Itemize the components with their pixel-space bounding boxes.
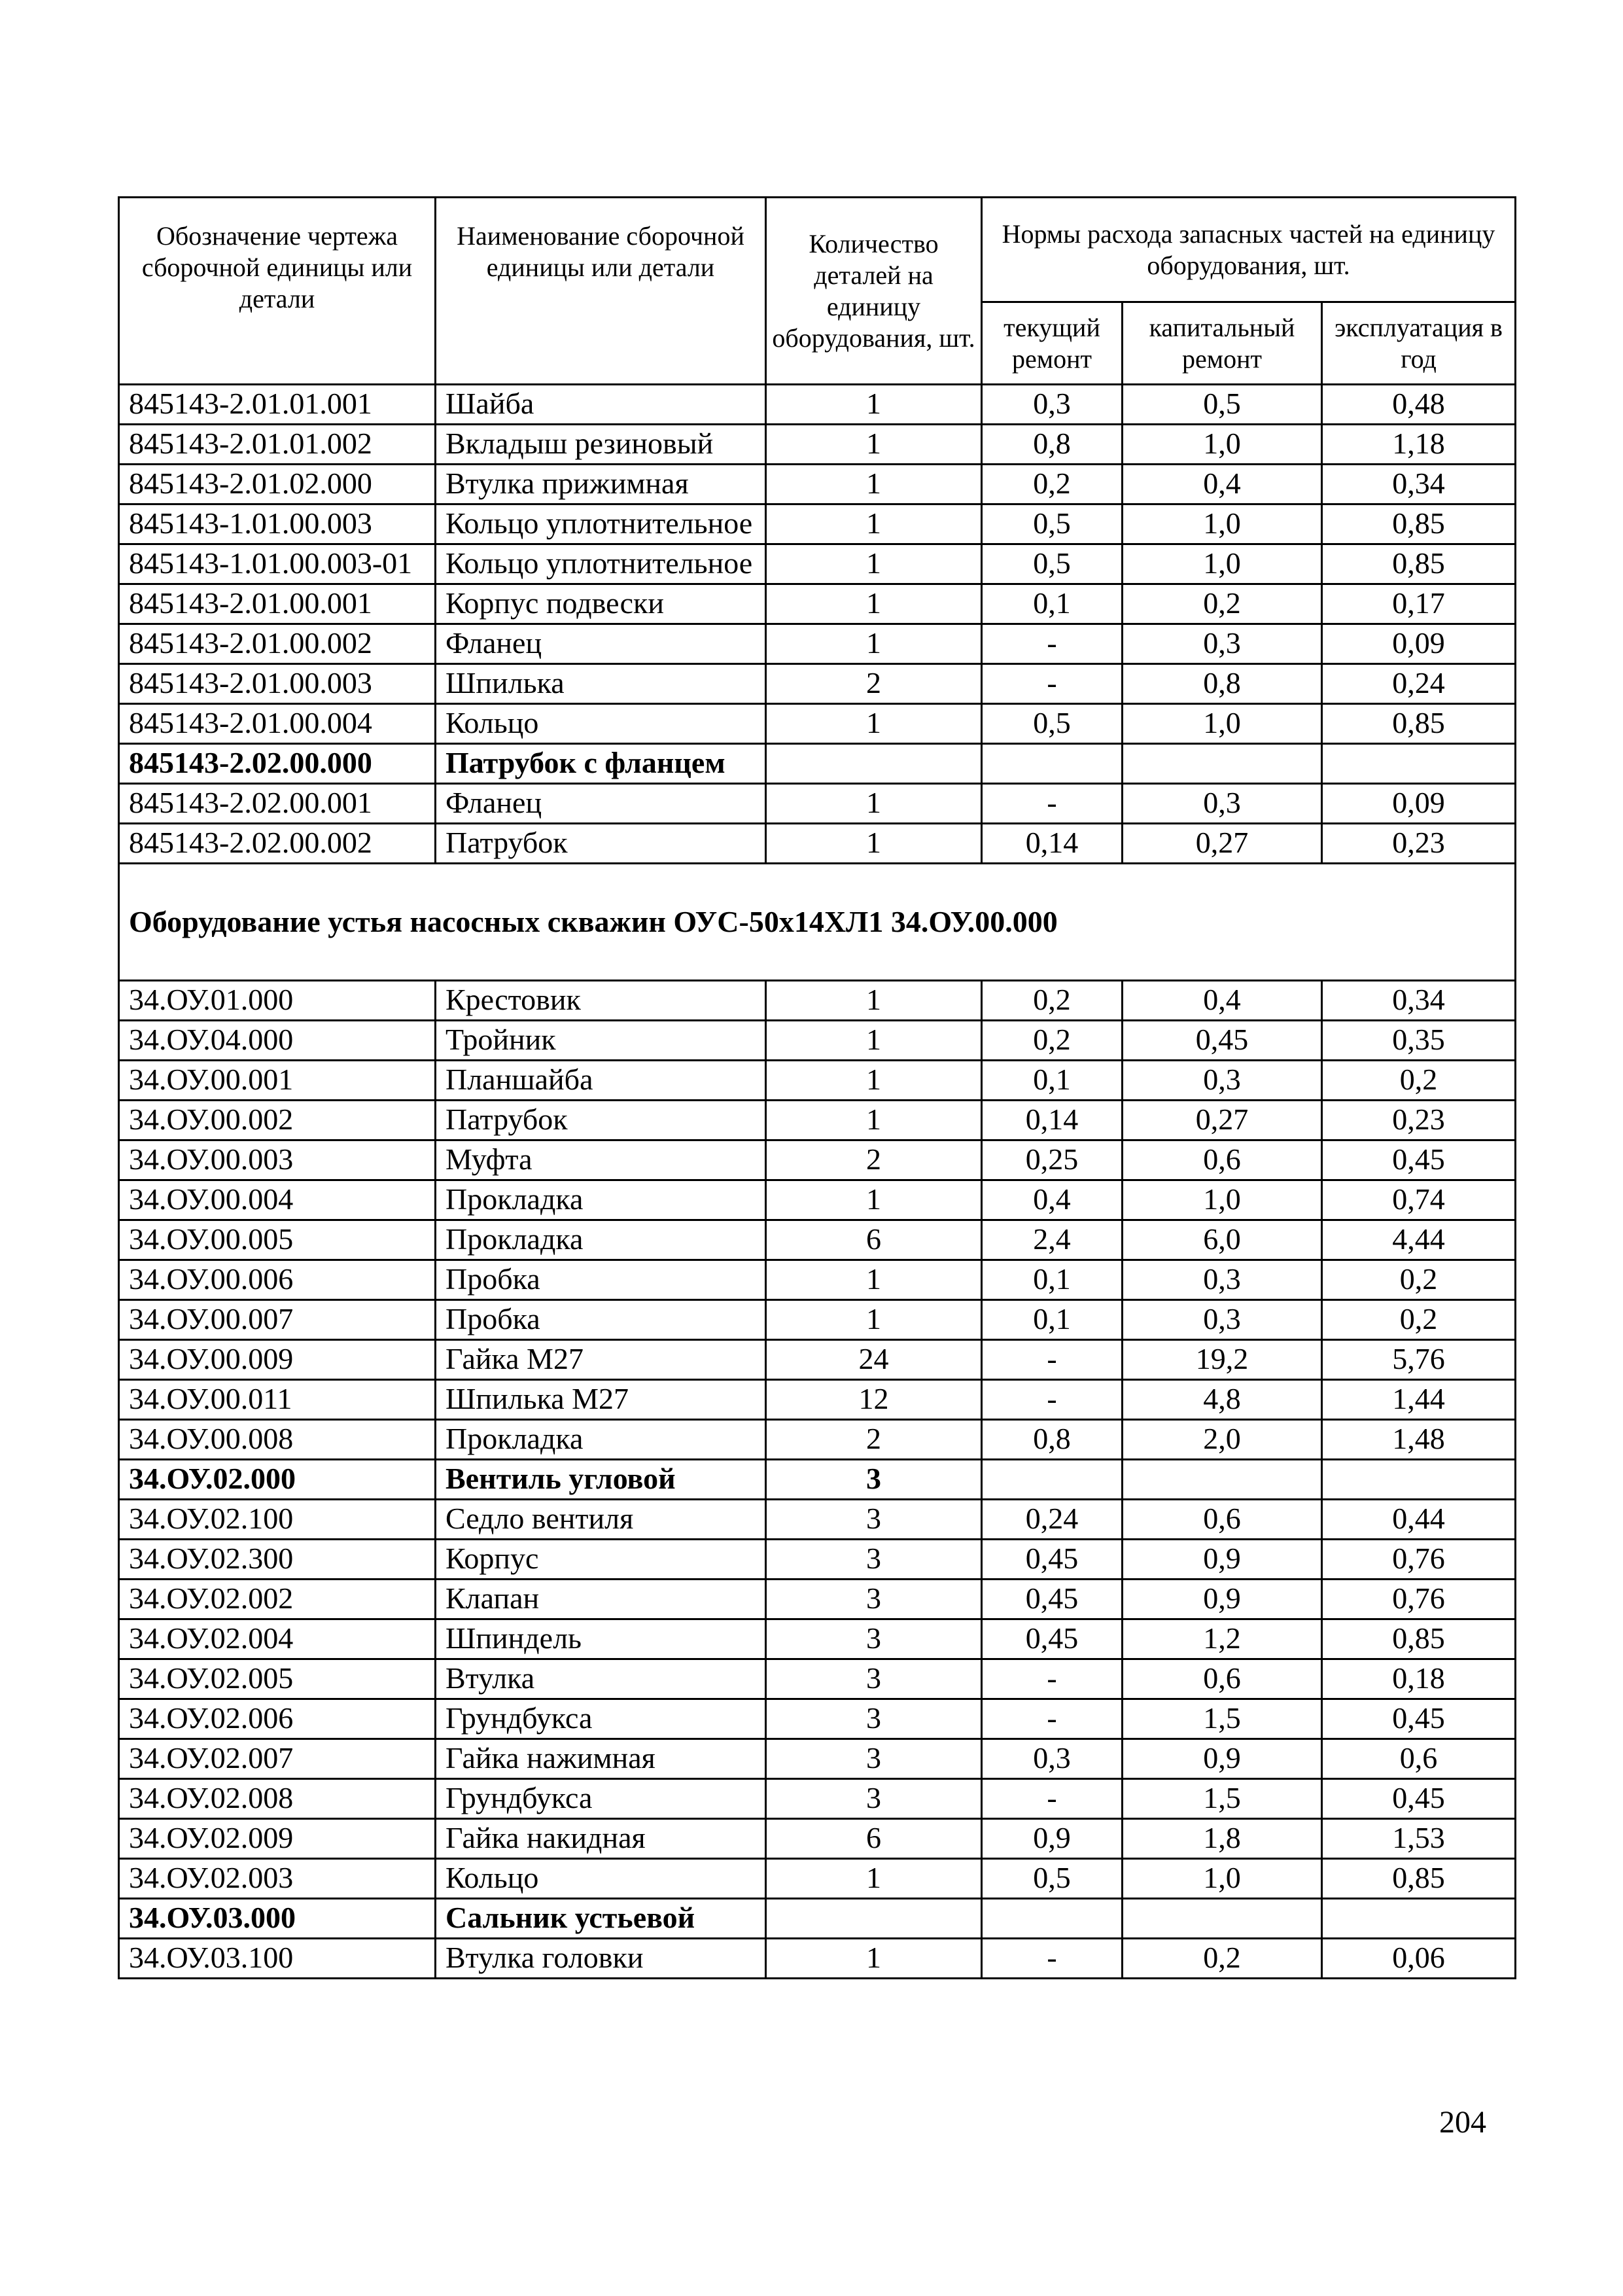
cell-operation-year: 0,85	[1322, 704, 1516, 744]
header-capital-repair: капитальный ремонт	[1123, 302, 1322, 385]
cell-capital-repair: 0,27	[1123, 824, 1322, 864]
cell-operation-year	[1322, 744, 1516, 784]
cell-capital-repair: 0,6	[1123, 1140, 1322, 1180]
cell-part-name: Гайка нажимная	[436, 1739, 766, 1779]
cell-drawing-code: 34.ОУ.02.004	[119, 1619, 436, 1659]
cell-current-repair: 0,2	[982, 465, 1123, 504]
cell-current-repair: -	[982, 1779, 1123, 1819]
cell-quantity	[766, 744, 982, 784]
cell-part-name: Грундбукса	[436, 1779, 766, 1819]
cell-operation-year: 0,44	[1322, 1500, 1516, 1540]
cell-quantity: 3	[766, 1779, 982, 1819]
cell-drawing-code: 845143-2.02.00.001	[119, 784, 436, 824]
header-current-repair: текущий ремонт	[982, 302, 1123, 385]
table-row	[119, 824, 1516, 864]
cell-current-repair	[982, 744, 1123, 784]
cell-operation-year: 0,85	[1322, 544, 1516, 584]
cell-quantity: 1	[766, 504, 982, 544]
cell-quantity: 1	[766, 1061, 982, 1101]
cell-part-name: Патрубок с фланцем	[436, 744, 766, 784]
header-norms: Нормы расхода запасных частей на единицу оборудования, шт.	[982, 198, 1516, 302]
cell-drawing-code: 34.ОУ.02.006	[119, 1699, 436, 1739]
cell-capital-repair: 0,5	[1123, 385, 1322, 425]
cell-drawing-code: 34.ОУ.00.011	[119, 1380, 436, 1420]
table-row	[119, 664, 1516, 704]
cell-drawing-code: 34.ОУ.02.007	[119, 1739, 436, 1779]
cell-part-name: Вкладыш резиновый	[436, 425, 766, 465]
cell-part-name: Шпилька	[436, 664, 766, 704]
cell-drawing-code: 845143-2.01.00.004	[119, 704, 436, 744]
table-row	[119, 1619, 1516, 1659]
cell-current-repair: 0,5	[982, 544, 1123, 584]
cell-operation-year: 0,45	[1322, 1140, 1516, 1180]
cell-drawing-code: 34.ОУ.01.000	[119, 981, 436, 1021]
cell-quantity: 3	[766, 1699, 982, 1739]
cell-quantity: 2	[766, 1420, 982, 1460]
cell-current-repair: 0,3	[982, 385, 1123, 425]
cell-operation-year: 0,6	[1322, 1739, 1516, 1779]
table-row	[119, 425, 1516, 465]
cell-quantity: 1	[766, 704, 982, 744]
cell-current-repair: 0,4	[982, 1180, 1123, 1220]
table-row	[119, 1420, 1516, 1460]
cell-drawing-code: 34.ОУ.00.009	[119, 1340, 436, 1380]
table-row	[119, 1819, 1516, 1859]
cell-quantity: 24	[766, 1340, 982, 1380]
cell-drawing-code: 34.ОУ.00.003	[119, 1140, 436, 1180]
cell-capital-repair	[1123, 744, 1322, 784]
table-row	[119, 704, 1516, 744]
cell-part-name: Шпиндель	[436, 1619, 766, 1659]
cell-quantity: 1	[766, 624, 982, 664]
cell-current-repair: 0,14	[982, 824, 1123, 864]
cell-part-name: Шайба	[436, 385, 766, 425]
table-row	[119, 1659, 1516, 1699]
cell-part-name: Кольцо	[436, 1859, 766, 1899]
cell-operation-year: 0,85	[1322, 1859, 1516, 1899]
cell-drawing-code: 34.ОУ.03.100	[119, 1939, 436, 1979]
header-operation-year: эксплуатация в год	[1322, 302, 1516, 385]
cell-operation-year: 0,45	[1322, 1699, 1516, 1739]
cell-drawing-code: 845143-2.02.00.002	[119, 824, 436, 864]
cell-quantity: 3	[766, 1739, 982, 1779]
cell-part-name: Гайка накидная	[436, 1819, 766, 1859]
cell-current-repair: 0,14	[982, 1101, 1123, 1140]
cell-capital-repair: 6,0	[1123, 1220, 1322, 1260]
cell-drawing-code: 34.ОУ.02.002	[119, 1580, 436, 1619]
table-row	[119, 584, 1516, 624]
table-row	[119, 385, 1516, 425]
cell-quantity: 3	[766, 1540, 982, 1580]
table-header	[119, 198, 1516, 385]
header-qty: Количество деталей на единицу оборудования, шт.	[766, 198, 982, 385]
cell-operation-year	[1322, 1460, 1516, 1500]
cell-current-repair: 0,45	[982, 1580, 1123, 1619]
table-row	[119, 1779, 1516, 1819]
table-row	[119, 1260, 1516, 1300]
cell-current-repair: 0,3	[982, 1739, 1123, 1779]
cell-part-name: Планшайба	[436, 1061, 766, 1101]
table-row	[119, 1859, 1516, 1899]
page-number: 204	[1439, 2105, 1486, 2140]
table-row	[119, 1021, 1516, 1061]
cell-operation-year: 4,44	[1322, 1220, 1516, 1260]
cell-capital-repair	[1123, 1899, 1322, 1939]
cell-part-name: Корпус подвески	[436, 584, 766, 624]
table-body-part-a	[119, 385, 1516, 864]
cell-capital-repair: 0,3	[1123, 1260, 1322, 1300]
table-body-part-b	[119, 981, 1516, 1979]
cell-capital-repair: 0,27	[1123, 1101, 1322, 1140]
table-row	[119, 784, 1516, 824]
cell-part-name: Патрубок	[436, 1101, 766, 1140]
cell-part-name: Клапан	[436, 1580, 766, 1619]
cell-current-repair: -	[982, 784, 1123, 824]
cell-drawing-code: 34.ОУ.02.300	[119, 1540, 436, 1580]
table-row	[119, 1180, 1516, 1220]
cell-part-name: Сальник устьевой	[436, 1899, 766, 1939]
cell-part-name: Фланец	[436, 784, 766, 824]
cell-capital-repair: 0,6	[1123, 1500, 1322, 1540]
cell-quantity: 1	[766, 1300, 982, 1340]
cell-part-name: Прокладка	[436, 1220, 766, 1260]
cell-part-name: Втулка прижимная	[436, 465, 766, 504]
cell-current-repair: 0,1	[982, 1061, 1123, 1101]
cell-quantity: 1	[766, 1939, 982, 1979]
cell-quantity: 1	[766, 1180, 982, 1220]
table-row	[119, 1939, 1516, 1979]
cell-capital-repair: 1,0	[1123, 1180, 1322, 1220]
cell-operation-year: 0,76	[1322, 1580, 1516, 1619]
cell-operation-year: 0,09	[1322, 624, 1516, 664]
section-block	[119, 864, 1516, 981]
cell-current-repair: 0,2	[982, 1021, 1123, 1061]
cell-part-name: Тройник	[436, 1021, 766, 1061]
cell-capital-repair: 1,0	[1123, 425, 1322, 465]
cell-drawing-code: 34.ОУ.00.001	[119, 1061, 436, 1101]
cell-part-name: Кольцо уплотнительное	[436, 504, 766, 544]
cell-capital-repair: 4,8	[1123, 1380, 1322, 1420]
table-row	[119, 1140, 1516, 1180]
cell-capital-repair: 1,2	[1123, 1619, 1322, 1659]
cell-current-repair: 2,4	[982, 1220, 1123, 1260]
cell-capital-repair: 1,0	[1123, 704, 1322, 744]
cell-current-repair: 0,1	[982, 1260, 1123, 1300]
cell-part-name: Муфта	[436, 1140, 766, 1180]
cell-operation-year: 0,74	[1322, 1180, 1516, 1220]
cell-quantity: 1	[766, 1859, 982, 1899]
table-row	[119, 1460, 1516, 1500]
cell-quantity: 1	[766, 425, 982, 465]
cell-quantity: 3	[766, 1659, 982, 1699]
table-row	[119, 465, 1516, 504]
cell-capital-repair: 0,45	[1123, 1021, 1322, 1061]
cell-part-name: Прокладка	[436, 1420, 766, 1460]
cell-part-name: Пробка	[436, 1300, 766, 1340]
cell-operation-year: 5,76	[1322, 1340, 1516, 1380]
cell-current-repair: 0,24	[982, 1500, 1123, 1540]
cell-part-name: Вентиль угловой	[436, 1460, 766, 1500]
cell-current-repair	[982, 1460, 1123, 1500]
cell-part-name: Втулка головки	[436, 1939, 766, 1979]
cell-drawing-code: 34.ОУ.02.009	[119, 1819, 436, 1859]
table-row	[119, 1061, 1516, 1101]
cell-current-repair: 0,1	[982, 584, 1123, 624]
cell-capital-repair: 1,5	[1123, 1699, 1322, 1739]
spare-parts-table	[118, 196, 1516, 1979]
cell-operation-year: 0,18	[1322, 1659, 1516, 1699]
cell-drawing-code: 845143-1.01.00.003-01	[119, 544, 436, 584]
cell-quantity: 2	[766, 664, 982, 704]
cell-drawing-code: 845143-2.01.01.002	[119, 425, 436, 465]
cell-drawing-code: 34.ОУ.00.005	[119, 1220, 436, 1260]
cell-drawing-code: 34.ОУ.02.008	[119, 1779, 436, 1819]
cell-quantity: 6	[766, 1819, 982, 1859]
cell-drawing-code: 34.ОУ.00.006	[119, 1260, 436, 1300]
cell-current-repair: 0,45	[982, 1619, 1123, 1659]
cell-capital-repair: 0,6	[1123, 1659, 1322, 1699]
cell-operation-year: 1,44	[1322, 1380, 1516, 1420]
cell-quantity: 1	[766, 784, 982, 824]
table-row	[119, 544, 1516, 584]
cell-operation-year: 0,45	[1322, 1779, 1516, 1819]
cell-current-repair: 0,25	[982, 1140, 1123, 1180]
cell-current-repair: 0,5	[982, 1859, 1123, 1899]
cell-quantity: 2	[766, 1140, 982, 1180]
cell-drawing-code: 34.ОУ.04.000	[119, 1021, 436, 1061]
table-row	[119, 504, 1516, 544]
cell-operation-year: 0,35	[1322, 1021, 1516, 1061]
table-row	[119, 1101, 1516, 1140]
cell-part-name: Кольцо	[436, 704, 766, 744]
cell-drawing-code: 34.ОУ.02.000	[119, 1460, 436, 1500]
cell-capital-repair: 0,3	[1123, 624, 1322, 664]
cell-capital-repair: 0,4	[1123, 465, 1322, 504]
cell-drawing-code: 845143-2.01.02.000	[119, 465, 436, 504]
cell-drawing-code: 845143-2.01.01.001	[119, 385, 436, 425]
cell-current-repair: -	[982, 1380, 1123, 1420]
cell-quantity: 1	[766, 385, 982, 425]
cell-drawing-code: 34.ОУ.02.003	[119, 1859, 436, 1899]
cell-operation-year: 0,2	[1322, 1061, 1516, 1101]
cell-current-repair: -	[982, 1939, 1123, 1979]
cell-quantity: 1	[766, 1101, 982, 1140]
cell-operation-year: 1,18	[1322, 425, 1516, 465]
cell-operation-year: 0,48	[1322, 385, 1516, 425]
cell-capital-repair: 19,2	[1123, 1340, 1322, 1380]
cell-part-name: Втулка	[436, 1659, 766, 1699]
cell-capital-repair: 0,3	[1123, 1061, 1322, 1101]
cell-capital-repair: 1,5	[1123, 1779, 1322, 1819]
table-row	[119, 744, 1516, 784]
cell-drawing-code: 34.ОУ.00.007	[119, 1300, 436, 1340]
cell-current-repair: 0,8	[982, 425, 1123, 465]
table-row	[119, 1540, 1516, 1580]
cell-operation-year: 0,17	[1322, 584, 1516, 624]
cell-operation-year: 0,2	[1322, 1260, 1516, 1300]
cell-operation-year: 0,23	[1322, 824, 1516, 864]
cell-current-repair: 0,5	[982, 504, 1123, 544]
cell-current-repair: 0,2	[982, 981, 1123, 1021]
cell-drawing-code: 845143-1.01.00.003	[119, 504, 436, 544]
table-row	[119, 1300, 1516, 1340]
table-row	[119, 1380, 1516, 1420]
cell-capital-repair	[1123, 1460, 1322, 1500]
cell-part-name: Патрубок	[436, 824, 766, 864]
cell-operation-year: 0,06	[1322, 1939, 1516, 1979]
cell-capital-repair: 0,2	[1123, 584, 1322, 624]
cell-drawing-code: 34.ОУ.00.002	[119, 1101, 436, 1140]
cell-current-repair: 0,1	[982, 1300, 1123, 1340]
cell-quantity: 1	[766, 544, 982, 584]
cell-quantity	[766, 1899, 982, 1939]
cell-part-name: Гайка М27	[436, 1340, 766, 1380]
cell-drawing-code: 34.ОУ.00.008	[119, 1420, 436, 1460]
cell-quantity: 12	[766, 1380, 982, 1420]
cell-operation-year: 1,48	[1322, 1420, 1516, 1460]
cell-current-repair: -	[982, 624, 1123, 664]
cell-quantity: 3	[766, 1500, 982, 1540]
cell-part-name: Пробка	[436, 1260, 766, 1300]
cell-quantity: 3	[766, 1580, 982, 1619]
table-row	[119, 1580, 1516, 1619]
cell-capital-repair: 0,3	[1123, 1300, 1322, 1340]
cell-drawing-code: 845143-2.01.00.003	[119, 664, 436, 704]
header-drawing: Обозначение чертежа сборочной единицы или детали	[119, 198, 436, 385]
cell-part-name: Шпилька М27	[436, 1380, 766, 1420]
cell-quantity: 1	[766, 584, 982, 624]
cell-capital-repair: 0,8	[1123, 664, 1322, 704]
cell-drawing-code: 34.ОУ.00.004	[119, 1180, 436, 1220]
table-row	[119, 981, 1516, 1021]
cell-part-name: Седло вентиля	[436, 1500, 766, 1540]
cell-quantity: 1	[766, 824, 982, 864]
cell-current-repair: -	[982, 664, 1123, 704]
cell-capital-repair: 0,9	[1123, 1739, 1322, 1779]
cell-current-repair	[982, 1899, 1123, 1939]
cell-drawing-code: 34.ОУ.02.005	[119, 1659, 436, 1699]
cell-capital-repair: 1,0	[1123, 544, 1322, 584]
cell-drawing-code: 845143-2.01.00.001	[119, 584, 436, 624]
cell-current-repair: -	[982, 1659, 1123, 1699]
cell-capital-repair: 1,0	[1123, 504, 1322, 544]
cell-operation-year	[1322, 1899, 1516, 1939]
cell-capital-repair: 0,4	[1123, 981, 1322, 1021]
spare-parts-table-wrapper	[118, 196, 1514, 1979]
header-name: Наименование сборочной единицы или детали	[436, 198, 766, 385]
cell-current-repair: -	[982, 1340, 1123, 1380]
cell-drawing-code: 34.ОУ.02.100	[119, 1500, 436, 1540]
cell-operation-year: 0,24	[1322, 664, 1516, 704]
cell-capital-repair: 2,0	[1123, 1420, 1322, 1460]
cell-operation-year: 1,53	[1322, 1819, 1516, 1859]
cell-current-repair: 0,9	[982, 1819, 1123, 1859]
cell-operation-year: 0,85	[1322, 504, 1516, 544]
table-row	[119, 1340, 1516, 1380]
cell-current-repair: 0,5	[982, 704, 1123, 744]
cell-capital-repair: 0,9	[1123, 1540, 1322, 1580]
cell-current-repair: 0,45	[982, 1540, 1123, 1580]
table-row	[119, 1220, 1516, 1260]
cell-part-name: Фланец	[436, 624, 766, 664]
cell-operation-year: 0,09	[1322, 784, 1516, 824]
cell-operation-year: 0,23	[1322, 1101, 1516, 1140]
table-row	[119, 1739, 1516, 1779]
cell-current-repair: -	[982, 1699, 1123, 1739]
cell-quantity: 3	[766, 1619, 982, 1659]
cell-capital-repair: 0,9	[1123, 1580, 1322, 1619]
table-row	[119, 1899, 1516, 1939]
cell-operation-year: 0,76	[1322, 1540, 1516, 1580]
cell-capital-repair: 0,3	[1123, 784, 1322, 824]
cell-part-name: Корпус	[436, 1540, 766, 1580]
cell-quantity: 1	[766, 1260, 982, 1300]
cell-quantity: 1	[766, 465, 982, 504]
table-row	[119, 624, 1516, 664]
table-row	[119, 1500, 1516, 1540]
cell-quantity: 3	[766, 1460, 982, 1500]
cell-capital-repair: 1,0	[1123, 1859, 1322, 1899]
cell-operation-year: 0,85	[1322, 1619, 1516, 1659]
cell-current-repair: 0,8	[982, 1420, 1123, 1460]
cell-capital-repair: 0,2	[1123, 1939, 1322, 1979]
cell-quantity: 1	[766, 1021, 982, 1061]
cell-operation-year: 0,2	[1322, 1300, 1516, 1340]
section-title: Оборудование устья насосных скважин ОУС-50х14ХЛ1 34.ОУ.00.000	[119, 864, 1516, 981]
cell-operation-year: 0,34	[1322, 981, 1516, 1021]
cell-drawing-code: 34.ОУ.03.000	[119, 1899, 436, 1939]
cell-quantity: 6	[766, 1220, 982, 1260]
table-row	[119, 1699, 1516, 1739]
cell-operation-year: 0,34	[1322, 465, 1516, 504]
cell-part-name: Прокладка	[436, 1180, 766, 1220]
cell-capital-repair: 1,8	[1123, 1819, 1322, 1859]
cell-part-name: Кольцо уплотнительное	[436, 544, 766, 584]
cell-part-name: Крестовик	[436, 981, 766, 1021]
cell-drawing-code: 845143-2.01.00.002	[119, 624, 436, 664]
cell-drawing-code: 845143-2.02.00.000	[119, 744, 436, 784]
cell-quantity: 1	[766, 981, 982, 1021]
cell-part-name: Грундбукса	[436, 1699, 766, 1739]
